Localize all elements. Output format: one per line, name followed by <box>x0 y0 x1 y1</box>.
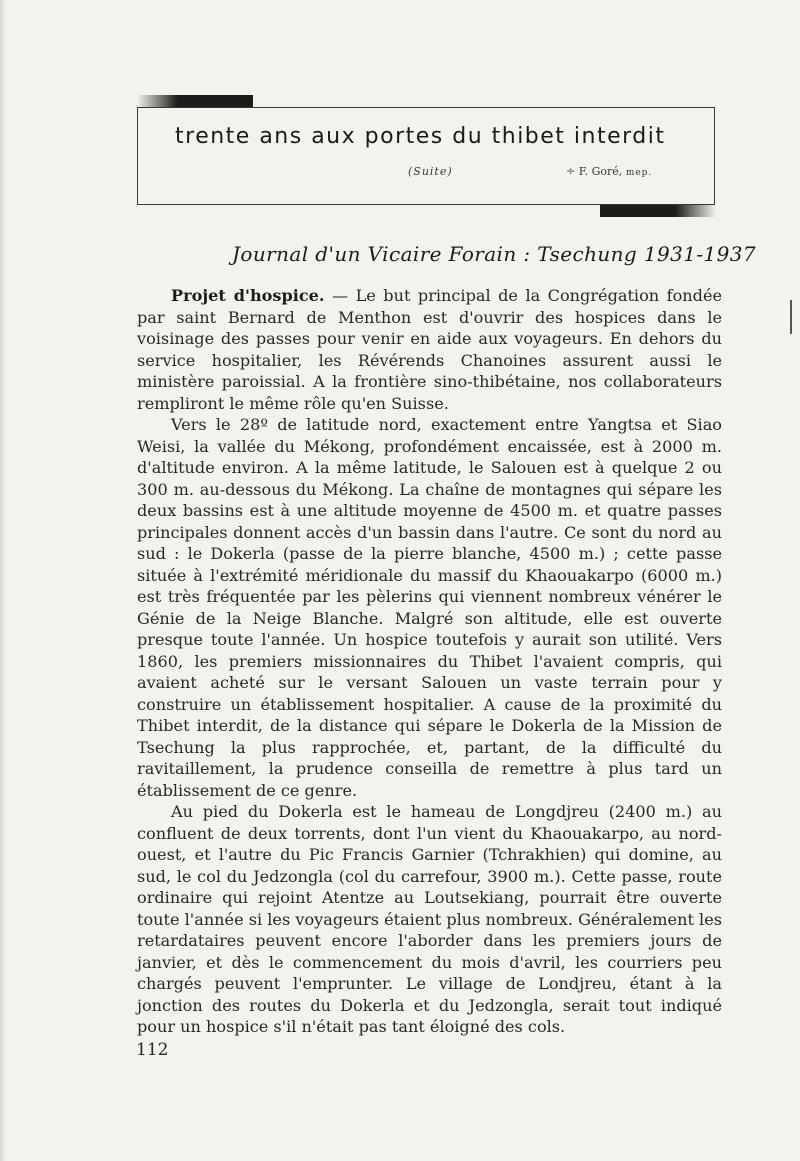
article-body <box>137 285 722 1038</box>
header-ornament-bar-top <box>137 95 253 107</box>
suite-label: (Suite) <box>408 165 453 178</box>
header-ornament-bar-bottom <box>600 205 716 217</box>
paragraph-text: Au pied du Dokerla est le hameau de Longdjreu (2400 m.) au confluent de deux torrents, dont l'un vient du Khaouakarpo, au nord-ouest, et l'autre du Pic Francis Garnier (Tchrakhien) qui domine, au sud, le col du Jedzongla (col du carrefour, 3900 m.). Cette passe, route ordinaire qui rejoint Atentze au Loutsekiang, pourrait être ouverte toute l'année si les voyageurs étaient plus nombreux. Généralement les retardataires peuvent encore l'aborder dans les premiers jours de janvier, et dès le commencement du mois d'avril, les courriers peu chargés peuvent l'emprunter. Le village de Londjreu, étant à la jonction des routes du Dokerla et du Jedzongla, serait tout indiqué pour un hospice s'il n'était pas tant éloigné des cols. <box>137 802 722 1036</box>
paragraph-3 <box>137 801 722 1038</box>
author-cross-mark: ÷ <box>566 165 576 178</box>
header-frame <box>137 107 715 205</box>
author-suffix: mep. <box>625 168 653 178</box>
paragraph-text: — Le but principal de la Congrégation fondée par saint Bernard de Menthon est d'ouvrir des hospices dans le voisinage des passes pour venir en aide aux voyageurs. En dehors du service hospitalier, les Révérends Chanoines assurent aussi le ministère paroissial. A la frontière sino-thibétaine, nos collaborateurs rempliront le même rôle qu'en Suisse. <box>137 286 722 413</box>
author-line <box>566 165 652 178</box>
margin-mark <box>790 300 792 334</box>
article-title: trente ans aux portes du thibet interdit <box>175 124 666 149</box>
paragraph-lead: Projet d'hospice. <box>171 286 325 305</box>
paragraph-text: Vers le 28º de latitude nord, exactement entre Yangtsa et Siao Weisi, la vallée du Mékong, profondément encaissée, est à 2000 m. d'altitude environ. A la même latitude, le Salouen est à quelque 2 ou 300 m. au-dessous du Mékong. La chaîne de montagnes qui sépare les deux bassins est à une altitude moyenne de 4500 m. et quatre passes principales donnent accès d'un bassin dans l'autre. Ce sont du nord au sud : le Dokerla (passe de la pierre blanche, 4500 m.) ; cette passe située à l'extrémité méridionale du massif du Khaouakarpo (6000 m.) est très fréquentée par les pèlerins qui viennent nombreux vénérer le Génie de la Neige Blanche. Malgré son altitude, elle est ouverte presque toute l'année. Un hospice toutefois y aurait son utilité. Vers 1860, les premiers missionnaires du Thibet l'avaient compris, qui avaient acheté sur le versant Salouen un vaste terrain pour y construire un établissement hospitalier. A cause de la proximité du Thibet interdit, de la distance qui sépare le Dokerla de la Mission de Tsechung la plus rapprochée, et, partant, de la difficulté du ravitaillement, la prudence conseilla de remettre à plus tard un établissement de ce genre. <box>137 415 722 800</box>
section-heading: Journal d'un Vicaire Forain : Tsechung 1931-1937 <box>232 242 757 266</box>
author-name: F. Goré, <box>578 165 623 178</box>
paragraph-2 <box>137 414 722 801</box>
page-number: 112 <box>136 1040 169 1060</box>
scan-edge-shadow <box>0 0 6 1161</box>
paragraph-1 <box>137 285 722 414</box>
